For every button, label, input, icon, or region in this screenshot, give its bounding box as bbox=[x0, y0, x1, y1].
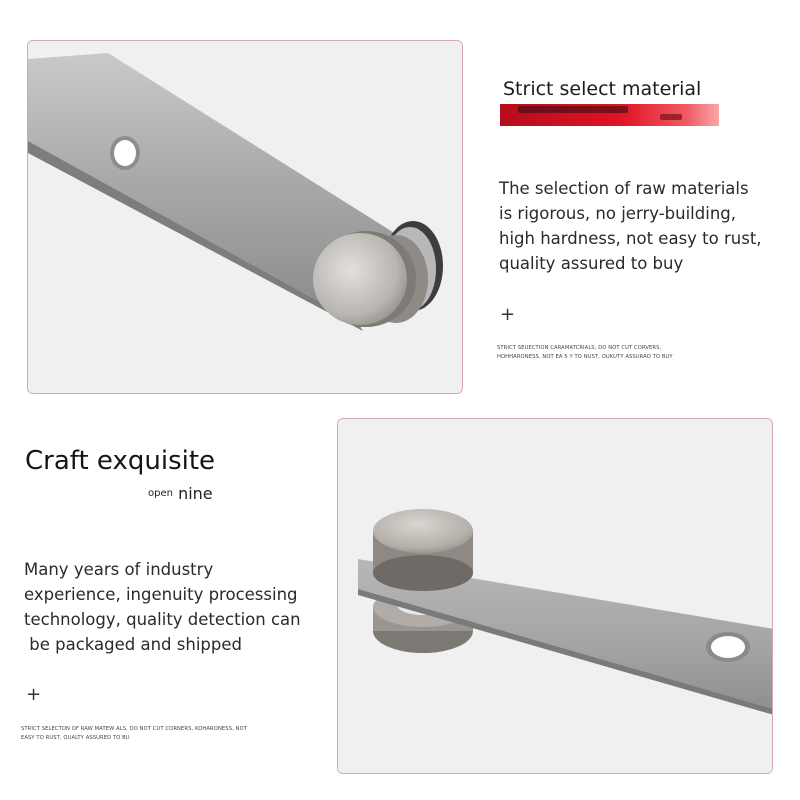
steel-hinge-arm-image bbox=[28, 41, 463, 394]
sub-heading-small: open bbox=[148, 488, 173, 499]
top-description-line: quality assured to buy bbox=[499, 254, 684, 273]
sub-heading-large: nine bbox=[178, 484, 213, 503]
top-description-line: high hardness, not easy to rust, bbox=[499, 229, 762, 248]
fine-print-line: EASY TO RUST, QUALTY ASSURED TO BU bbox=[21, 735, 130, 741]
bottom-product-photo bbox=[337, 418, 773, 774]
bottom-description-line: Many years of industry bbox=[24, 560, 214, 579]
steel-roller-arm-image bbox=[338, 419, 773, 774]
plus-icon: + bbox=[500, 304, 516, 325]
bottom-description bbox=[24, 557, 301, 657]
section-heading-strict-select: Strict select material bbox=[503, 78, 702, 100]
bottom-fine-print bbox=[21, 725, 247, 743]
fine-print-line: STRICT SELECTON OF RAW MATEW ALS, DO NOT CUT CORNERS, KOHARONESS, NOT bbox=[21, 726, 248, 732]
bottom-description-line: experience, ingenuity processing bbox=[24, 585, 298, 604]
top-description-line: The selection of raw materials bbox=[499, 179, 749, 198]
fine-print-line: HOHHARONESS, NOT EA 5 Y TO NUST, OUKUTY ASSURAO TO BUY bbox=[497, 354, 673, 360]
top-product-photo bbox=[27, 40, 463, 394]
fine-print-line: STRICT SEUECTION CARAMATCRIALS, DO NOT CUT CORVERS, bbox=[497, 345, 662, 351]
bottom-description-line: be packaged and shipped bbox=[24, 635, 242, 654]
section-heading-craft-exquisite: Craft exquisite bbox=[25, 446, 216, 476]
red-accent-bar bbox=[500, 104, 719, 126]
sub-heading bbox=[148, 484, 213, 503]
plus-icon: + bbox=[26, 684, 42, 705]
bottom-description-line: technology, quality detection can bbox=[24, 610, 301, 629]
top-description-line: is rigorous, no jerry-building, bbox=[499, 204, 736, 223]
top-fine-print bbox=[497, 344, 673, 362]
top-description bbox=[499, 176, 762, 276]
